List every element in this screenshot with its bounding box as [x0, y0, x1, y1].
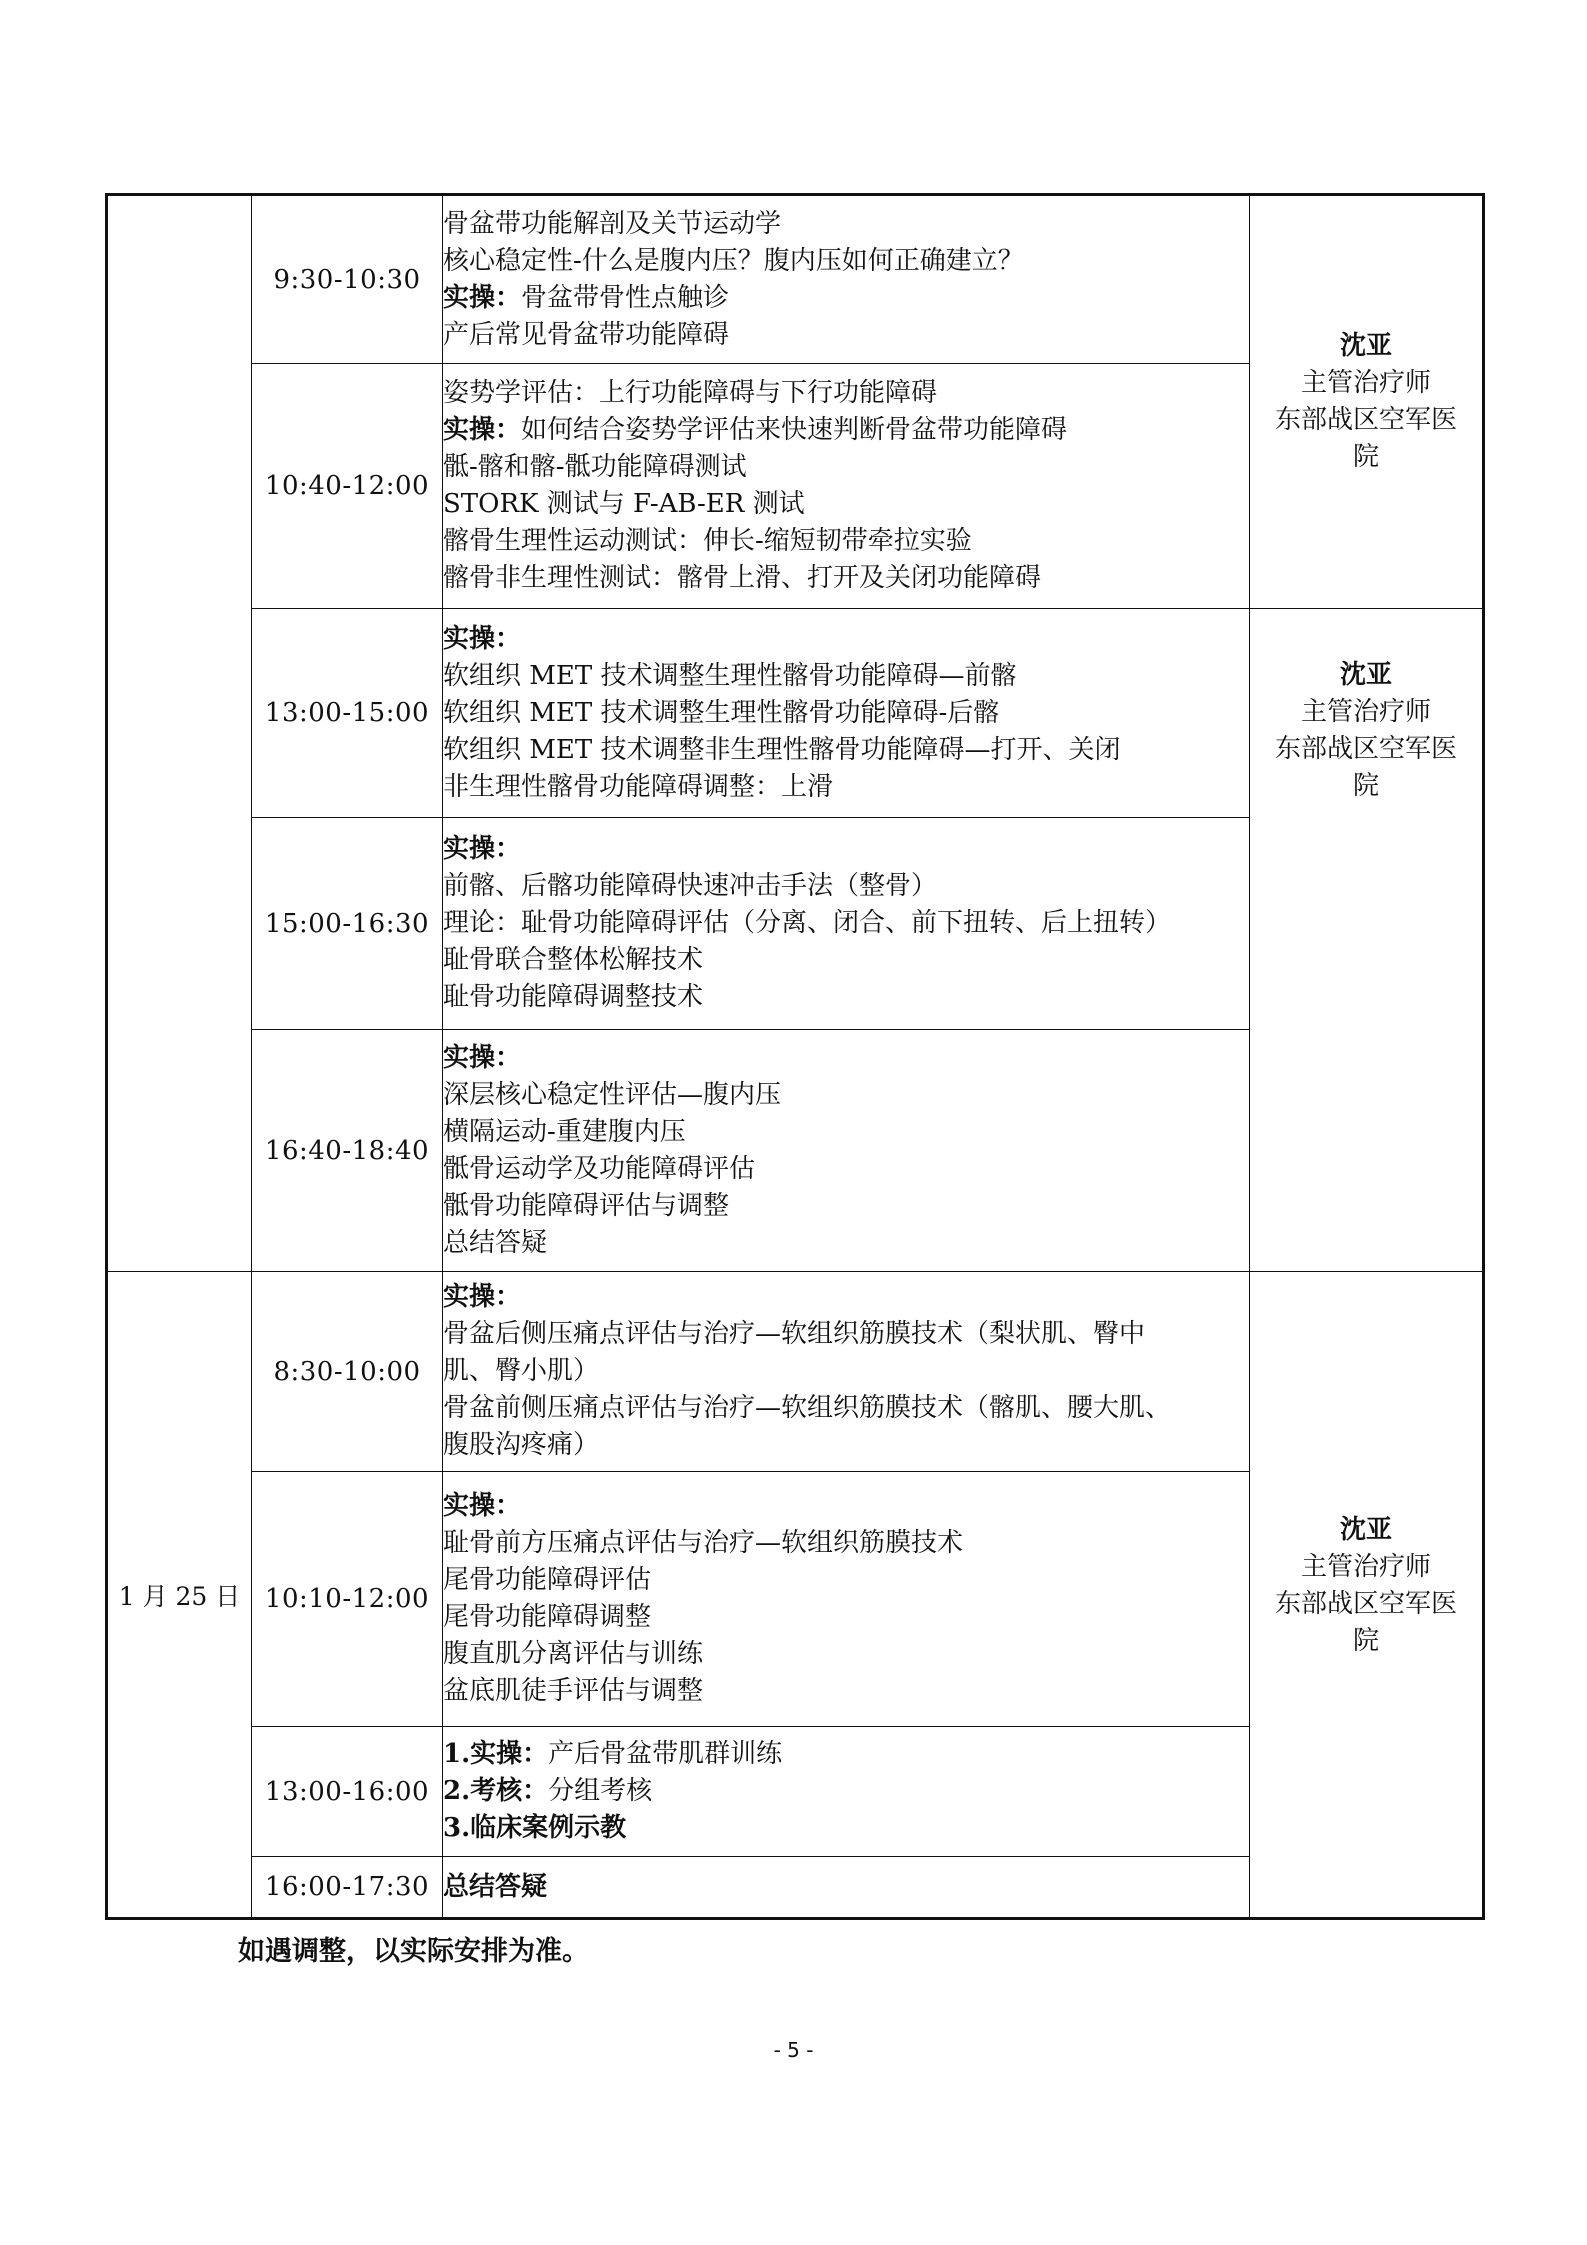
session-content: [443, 1472, 1250, 1727]
lecturer-org: 院: [1352, 1626, 1379, 1656]
session-content: [443, 818, 1250, 1030]
time-cell: 9:30-10:30: [252, 195, 443, 364]
adjustment-note: 如遇调整，以实际安排为准。: [238, 1936, 589, 1967]
table-row: [107, 195, 1484, 364]
lecturer-cell: [1250, 609, 1484, 1272]
schedule-table: [105, 193, 1485, 1920]
content-line: STORK 测试与 F-AB-ER 测试: [443, 489, 805, 519]
content-line: 实操：: [443, 1042, 522, 1073]
time-cell: 13:00-15:00: [252, 609, 443, 818]
time-cell: 8:30-10:00: [252, 1272, 443, 1472]
session-content: [443, 1857, 1250, 1919]
lecturer-name: 沈亚: [1339, 1515, 1392, 1545]
time-cell: 16:40-18:40: [252, 1030, 443, 1272]
lecturer-title: 主管治疗师: [1300, 368, 1431, 398]
time-cell: 13:00-16:00: [252, 1727, 443, 1857]
session-content: [443, 609, 1250, 818]
lecturer-cell: [1250, 1272, 1484, 1919]
content-line: 3.临床案例示教: [443, 1813, 627, 1843]
content-line: 姿势学评估：上行功能障碍与下行功能障碍: [443, 378, 938, 408]
content-line: 尾骨功能障碍评估: [443, 1565, 652, 1595]
time-cell: 15:00-16:30: [252, 818, 443, 1030]
content-line: 2.考核：分组考核: [443, 1776, 653, 1806]
lecturer-org: 东部战区空军医: [1274, 405, 1457, 435]
content-line: 实操：: [443, 834, 522, 864]
content-line: 总结答疑: [443, 1227, 548, 1258]
table-row: [107, 1272, 1484, 1472]
page-number: - 5 -: [773, 2038, 814, 2062]
content-line: 总结答疑: [443, 1871, 548, 1902]
session-content: [443, 1727, 1250, 1857]
content-line: 软组织 MET 技术调整生理性髂骨功能障碍-后髂: [443, 697, 1000, 728]
time-cell: 10:10-12:00: [252, 1472, 443, 1727]
content-line: 核心稳定性-什么是腹内压？腹内压如何正确建立？: [443, 245, 1024, 276]
content-line: 实操：如何结合姿势学评估来快速判断骨盆带功能障碍: [443, 415, 1068, 445]
table-row: [107, 609, 1484, 818]
lecturer-org: 院: [1352, 771, 1379, 801]
content-line: 骶骨功能障碍评估与调整: [443, 1190, 730, 1221]
content-line: 理论：耻骨功能障碍评估（分离、闭合、前下扭转、后上扭转）: [443, 908, 1172, 938]
content-line: 耻骨功能障碍调整技术: [443, 982, 704, 1012]
content-line: 软组织 MET 技术调整生理性髂骨功能障碍—前髂: [443, 660, 1017, 691]
content-line: 1.实操：产后骨盆带肌群训练: [443, 1739, 783, 1769]
content-line: 实操：: [443, 1282, 522, 1312]
lecturer-name: 沈亚: [1339, 660, 1392, 690]
content-line: 实操：: [443, 1491, 522, 1521]
content-line: 骶骨运动学及功能障碍评估: [443, 1153, 756, 1184]
content-line: 髂骨生理性运动测试：伸长-缩短韧带牵拉实验: [443, 526, 972, 556]
content-line: 实操：骨盆带骨性点触诊: [443, 282, 730, 313]
session-content: [443, 364, 1250, 609]
content-line: 腹直肌分离评估与训练: [443, 1639, 704, 1669]
content-line: 耻骨联合整体松解技术: [443, 945, 704, 975]
content-line: 盆底肌徒手评估与调整: [443, 1676, 704, 1706]
session-content: [443, 1030, 1250, 1272]
content-line: 实操：: [443, 623, 522, 654]
content-line: 深层核心稳定性评估—腹内压: [443, 1079, 782, 1110]
content-line: 髂骨非生理性测试：髂骨上滑、打开及关闭功能障碍: [443, 563, 1042, 593]
lecturer-org: 院: [1352, 442, 1379, 472]
content-line: 尾骨功能障碍调整: [443, 1602, 652, 1632]
content-line: 骨盆带功能解剖及关节运动学: [443, 208, 782, 239]
content-line: 前髂、后髂功能障碍快速冲击手法（整骨）: [443, 871, 938, 901]
content-line: 骨盆前侧压痛点评估与治疗—软组织筋膜技术（髂肌、腰大肌、: [443, 1393, 1172, 1423]
content-line: 骶-髂和髂-骶功能障碍测试: [443, 452, 747, 482]
session-content: [443, 195, 1250, 364]
content-line: 软组织 MET 技术调整非生理性髂骨功能障碍—打开、关闭: [443, 734, 1121, 765]
lecturer-title: 主管治疗师: [1300, 1552, 1431, 1582]
content-line: 耻骨前方压痛点评估与治疗—软组织筋膜技术: [443, 1528, 964, 1558]
time-cell: 16:00-17:30: [252, 1857, 443, 1919]
content-line: 产后常见骨盆带功能障碍: [443, 319, 730, 350]
lecturer-name: 沈亚: [1339, 331, 1392, 361]
date-cell: [107, 195, 252, 1272]
session-content: [443, 1272, 1250, 1472]
content-line: 非生理性髂骨功能障碍调整：上滑: [443, 771, 834, 802]
date-cell: 1 月 25 日: [107, 1272, 252, 1919]
lecturer-org: 东部战区空军医: [1274, 1589, 1457, 1619]
lecturer-org: 东部战区空军医: [1274, 734, 1457, 764]
content-line: 肌、臀小肌）: [443, 1356, 600, 1386]
content-line: 骨盆后侧压痛点评估与治疗—软组织筋膜技术（梨状肌、臀中: [443, 1319, 1146, 1349]
lecturer-cell: [1250, 195, 1484, 609]
lecturer-title: 主管治疗师: [1300, 697, 1431, 727]
content-line: 横隔运动-重建腹内压: [443, 1116, 686, 1147]
time-cell: 10:40-12:00: [252, 364, 443, 609]
content-line: 腹股沟疼痛）: [443, 1430, 600, 1460]
